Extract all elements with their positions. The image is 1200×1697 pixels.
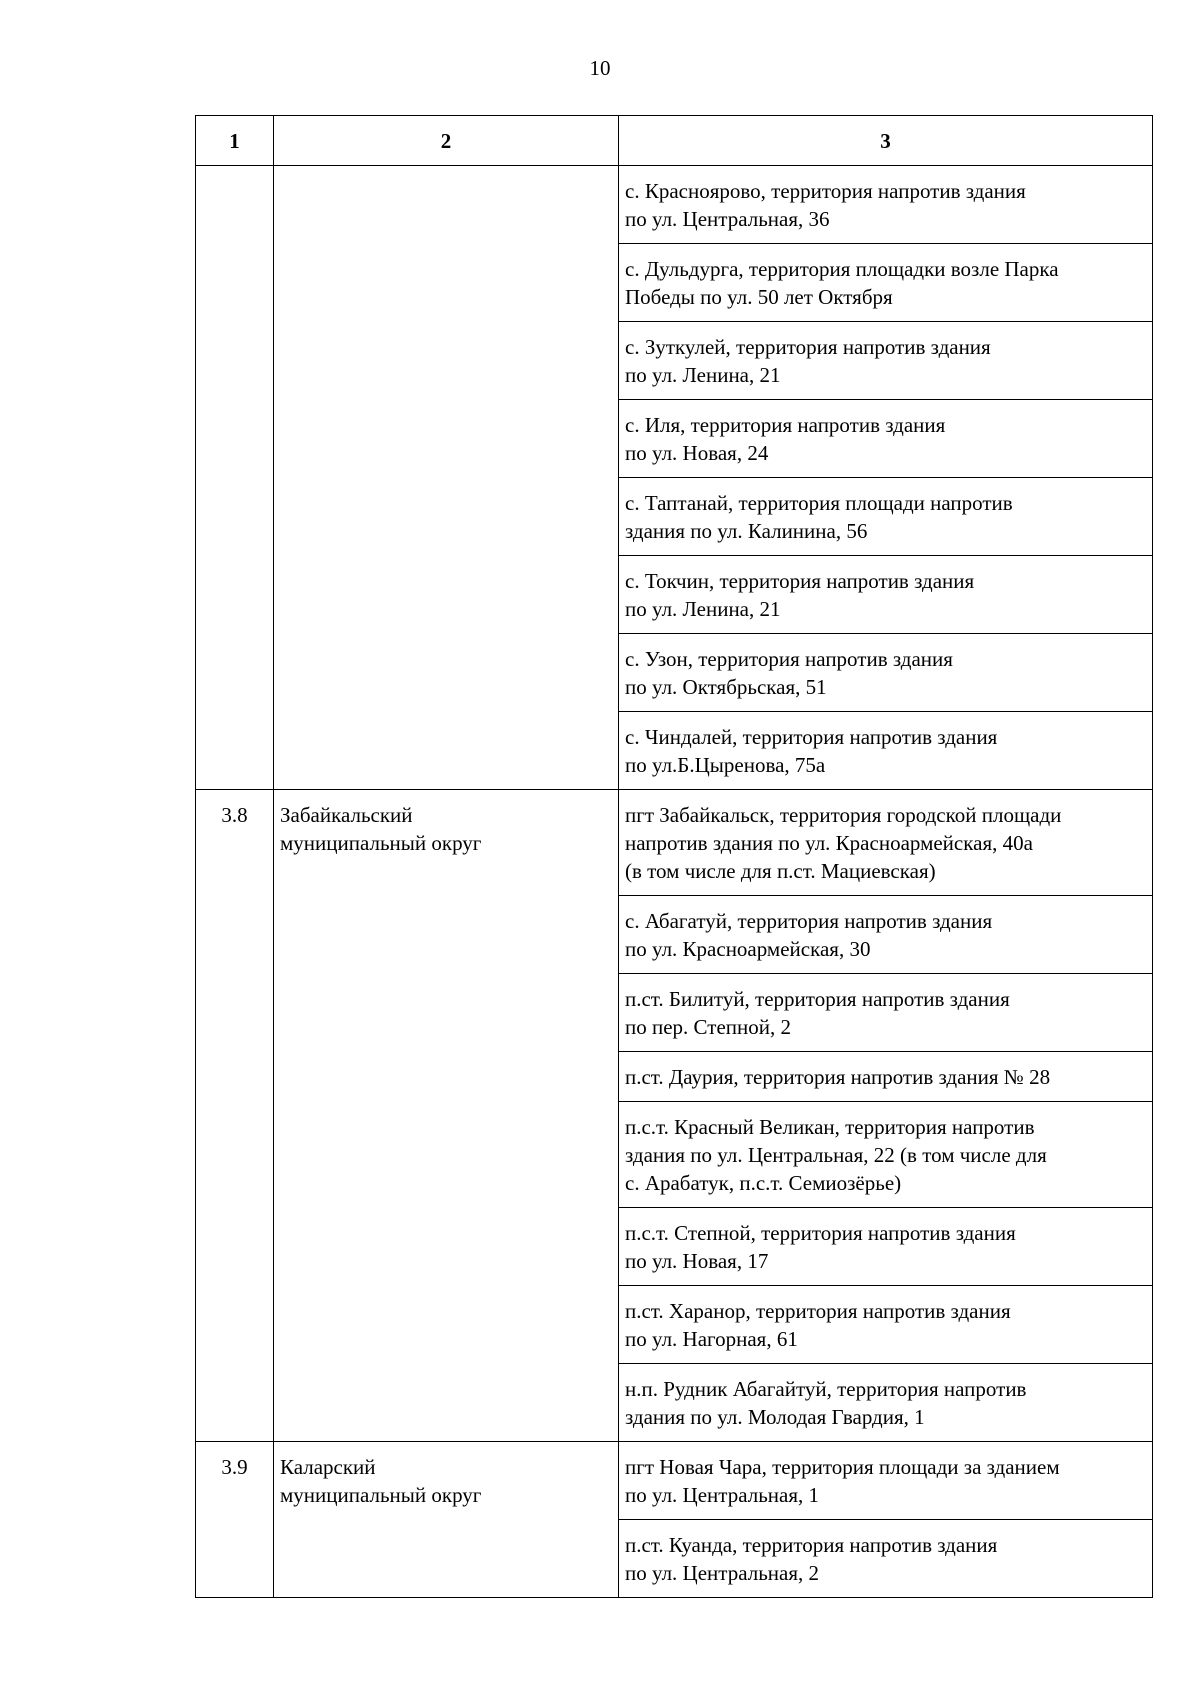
location-text-line: пгт Новая Чара, территория площади за зданием [625, 1455, 1060, 1479]
location-cell [619, 478, 1153, 556]
location-text-line: с. Краснoярово, территория напротив здания [625, 179, 1026, 203]
location-text-line: п.ст. Билитуй, территория напротив здания [625, 987, 1010, 1011]
location-cell [619, 712, 1153, 790]
location-cell [619, 322, 1153, 400]
location-cell [619, 244, 1153, 322]
district-name-line: муниципальный округ [280, 1483, 482, 1507]
table-header-row [196, 116, 1153, 166]
location-text-line: по ул. Новая, 24 [625, 441, 769, 465]
location-cell [619, 896, 1153, 974]
location-cell [619, 790, 1153, 896]
location-text-line: с. Зуткулей, территория напротив здания [625, 335, 991, 359]
location-cell [619, 634, 1153, 712]
locations-table [195, 115, 1153, 1598]
column-header-1: 1 [196, 116, 274, 166]
location-text-line: по ул. Ленина, 21 [625, 597, 781, 621]
location-cell [619, 1286, 1153, 1364]
location-text-line: с. Узон, территория напротив здания [625, 647, 953, 671]
location-text-line: с. Чиндалей, территория напротив здания [625, 725, 998, 749]
table-row [196, 1442, 1153, 1520]
district-name-line: Забайкальский [280, 803, 413, 827]
district-name-line: муниципальный округ [280, 831, 482, 855]
location-text-line: Победы по ул. 50 лет Октября [625, 285, 893, 309]
location-text-line: (в том числе для п.ст. Мациевская) [625, 859, 936, 883]
location-text-line: п.ст. Куанда, территория напротив здания [625, 1533, 998, 1557]
location-cell [619, 1208, 1153, 1286]
location-text-line: п.с.т. Красный Великан, территория напротив [625, 1115, 1035, 1139]
district-name-line: Каларский [280, 1455, 376, 1479]
location-cell [619, 974, 1153, 1052]
location-cell [619, 556, 1153, 634]
location-cell [619, 1052, 1153, 1102]
item-number-cell [196, 166, 274, 790]
item-number-cell: 3.9 [196, 1442, 274, 1598]
table-row [196, 166, 1153, 244]
location-text-line: н.п. Рудник Абагайтуй, территория напротив [625, 1377, 1027, 1401]
district-cell [274, 166, 619, 790]
location-text-line: по ул. Ленина, 21 [625, 363, 781, 387]
location-text-line: по ул. Центральная, 2 [625, 1561, 819, 1585]
location-text-line: здания по ул. Калинина, 56 [625, 519, 868, 543]
location-cell [619, 1102, 1153, 1208]
location-text-line: по ул.Б.Цыренова, 75а [625, 753, 826, 777]
table-body [196, 166, 1153, 1598]
location-text-line: по ул. Центральная, 36 [625, 207, 830, 231]
location-cell [619, 400, 1153, 478]
district-cell [274, 1442, 619, 1598]
location-text-line: по ул. Октябрьская, 51 [625, 675, 827, 699]
location-text-line: с. Иля, территория напротив здания [625, 413, 946, 437]
location-text-line: по ул. Красноармейская, 30 [625, 937, 871, 961]
location-text-line: здания по ул. Молодая Гвардия, 1 [625, 1405, 925, 1429]
location-text-line: п.ст. Харанор, территория напротив здания [625, 1299, 1011, 1323]
location-cell [619, 166, 1153, 244]
location-text-line: по ул. Новая, 17 [625, 1249, 769, 1273]
location-cell [619, 1520, 1153, 1598]
location-text-line: п.ст. Даурия, территория напротив здания № 28 [625, 1065, 1051, 1089]
location-text-line: здания по ул. Центральная, 22 (в том числе для [625, 1143, 1047, 1167]
location-text-line: п.с.т. Степной, территория напротив здания [625, 1221, 1016, 1245]
location-cell [619, 1364, 1153, 1442]
location-cell [619, 1442, 1153, 1520]
column-header-2: 2 [274, 116, 619, 166]
item-number-cell: 3.8 [196, 790, 274, 1442]
page-number: 10 [589, 56, 611, 80]
location-text-line: пгт Забайкальск, территория городской площади [625, 803, 1062, 827]
location-text-line: с. Токчин, территория напротив здания [625, 569, 975, 593]
location-text-line: с. Дульдурга, территория площадки возле Парка [625, 257, 1059, 281]
location-text-line: с. Абагатуй, территория напротив здания [625, 909, 993, 933]
location-text-line: напротив здания по ул. Красноармейская, 40а [625, 831, 1033, 855]
location-text-line: с. Таптанай, территория площади напротив [625, 491, 1013, 515]
district-cell [274, 790, 619, 1442]
column-header-3: 3 [619, 116, 1153, 166]
location-text-line: с. Арабатук, п.с.т. Семиозёрье) [625, 1171, 902, 1195]
table-row [196, 790, 1153, 896]
location-text-line: по ул. Центральная, 1 [625, 1483, 819, 1507]
location-text-line: по пер. Степной, 2 [625, 1015, 791, 1039]
location-text-line: по ул. Нагорная, 61 [625, 1327, 798, 1351]
